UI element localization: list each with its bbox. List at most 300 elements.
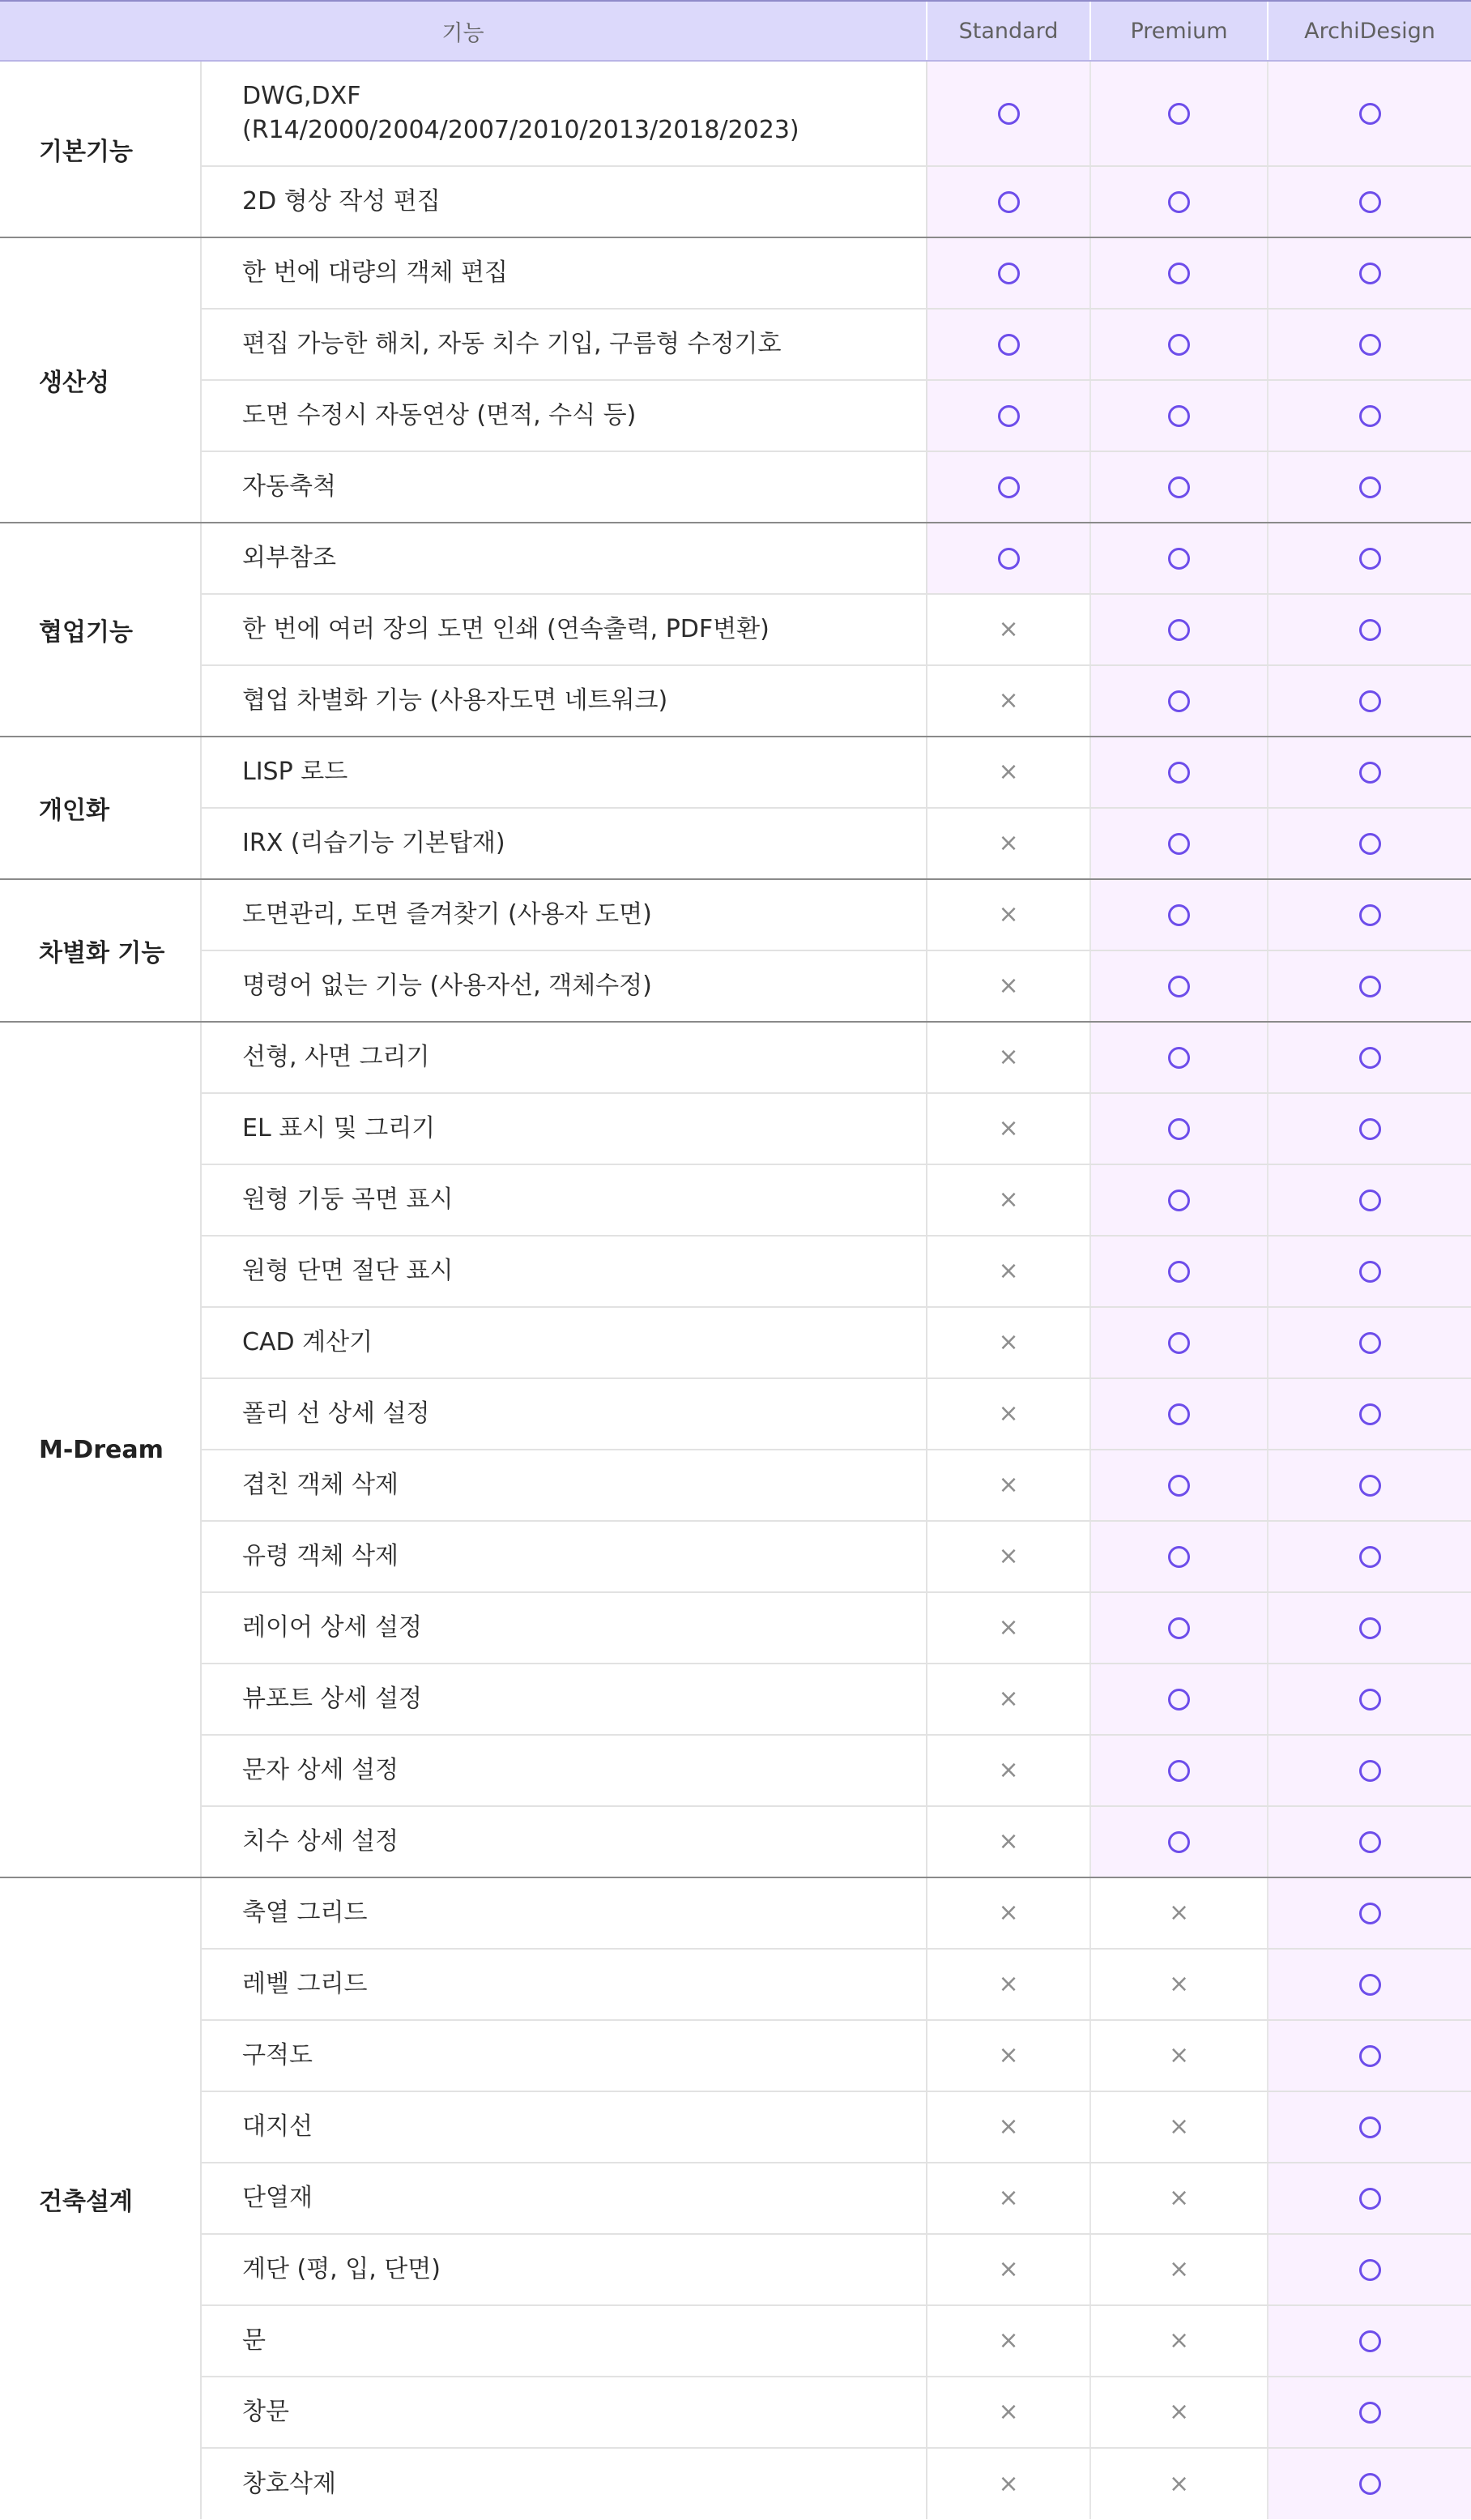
standard-support-cell bbox=[927, 808, 1090, 879]
archidesign-support-cell bbox=[1268, 1664, 1471, 1735]
cross-icon: × bbox=[1168, 1970, 1190, 1998]
premium-support-cell bbox=[1090, 309, 1268, 380]
feature-name bbox=[201, 879, 927, 950]
feature-name bbox=[201, 2020, 927, 2091]
archidesign-support-cell bbox=[1268, 1877, 1471, 1949]
table-row bbox=[0, 451, 1471, 523]
feature-name bbox=[201, 2091, 927, 2163]
feature-name bbox=[201, 1806, 927, 1877]
archidesign-support-cell bbox=[1268, 1949, 1471, 2020]
circle-icon bbox=[1168, 1118, 1190, 1140]
cross-icon: × bbox=[1168, 2184, 1190, 2212]
premium-support-cell bbox=[1090, 2305, 1268, 2377]
feature-name-line: 명령어 없는 기능 (사용자선, 객체수정) bbox=[242, 972, 652, 1000]
cross-icon: × bbox=[998, 686, 1019, 715]
feature-name-line: 협업 차별화 기능 (사용자도면 네트워크) bbox=[242, 686, 668, 715]
circle-icon bbox=[1359, 2330, 1381, 2352]
table-row bbox=[0, 1378, 1471, 1450]
circle-icon bbox=[1168, 833, 1190, 855]
cross-icon: × bbox=[998, 758, 1019, 786]
archidesign-support-cell bbox=[1268, 61, 1471, 166]
standard-support-cell bbox=[927, 1378, 1090, 1450]
category-label: 건축설계 bbox=[0, 1877, 201, 2519]
circle-icon bbox=[1359, 1118, 1381, 1140]
cross-icon: × bbox=[998, 829, 1019, 857]
circle-icon bbox=[1359, 548, 1381, 570]
cross-icon: × bbox=[1168, 2326, 1190, 2355]
feature-name bbox=[201, 1307, 927, 1378]
feature-name-line: 창호삭제 bbox=[242, 2469, 336, 2498]
circle-icon bbox=[1168, 476, 1190, 498]
circle-icon bbox=[1359, 1974, 1381, 1996]
table-row bbox=[0, 1877, 1471, 1949]
category-label: 개인화 bbox=[0, 737, 201, 879]
circle-icon bbox=[1168, 1332, 1190, 1354]
standard-support-cell bbox=[927, 665, 1090, 737]
standard-support-cell bbox=[927, 1949, 1090, 2020]
feature-name-line: 자동축척 bbox=[242, 472, 336, 501]
circle-icon bbox=[1168, 1760, 1190, 1782]
feature-name-line: 구적도 bbox=[242, 2041, 313, 2069]
standard-support-cell bbox=[927, 1307, 1090, 1378]
cross-icon: × bbox=[1168, 2041, 1190, 2069]
feature-name bbox=[201, 2448, 927, 2519]
circle-icon bbox=[1359, 191, 1381, 213]
circle-icon bbox=[1168, 1475, 1190, 1497]
feature-name bbox=[201, 1735, 927, 1806]
archidesign-support-cell bbox=[1268, 451, 1471, 523]
table-row bbox=[0, 950, 1471, 1022]
cross-icon: × bbox=[998, 972, 1019, 1000]
standard-support-cell bbox=[927, 950, 1090, 1022]
circle-icon bbox=[1359, 405, 1381, 427]
feature-name-line: 도면관리, 도면 즐겨찾기 (사용자 도면) bbox=[242, 900, 652, 929]
premium-support-cell bbox=[1090, 1236, 1268, 1307]
feature-name-line: 뷰포트 상세 설정 bbox=[242, 1685, 422, 1713]
feature-name bbox=[201, 1521, 927, 1592]
circle-icon bbox=[1359, 476, 1381, 498]
circle-icon bbox=[1168, 1689, 1190, 1711]
archidesign-support-cell bbox=[1268, 950, 1471, 1022]
feature-name bbox=[201, 594, 927, 665]
premium-support-cell bbox=[1090, 237, 1268, 309]
standard-support-cell bbox=[927, 1093, 1090, 1164]
premium-support-cell bbox=[1090, 166, 1268, 237]
archidesign-support-cell bbox=[1268, 1093, 1471, 1164]
archidesign-support-cell bbox=[1268, 380, 1471, 451]
feature-name bbox=[201, 1378, 927, 1450]
circle-icon bbox=[1359, 1261, 1381, 1283]
standard-support-cell bbox=[927, 879, 1090, 950]
premium-support-cell bbox=[1090, 1521, 1268, 1592]
premium-support-cell bbox=[1090, 451, 1268, 523]
standard-support-cell bbox=[927, 380, 1090, 451]
category-label: 차별화 기능 bbox=[0, 879, 201, 1022]
circle-icon bbox=[1168, 1617, 1190, 1639]
feature-name-line: DWG,DXF bbox=[242, 82, 361, 110]
table-row bbox=[0, 1521, 1471, 1592]
feature-name-line: 대지선 bbox=[242, 2112, 313, 2141]
feature-name bbox=[201, 1022, 927, 1093]
cross-icon: × bbox=[998, 2255, 1019, 2283]
cross-icon: × bbox=[1168, 2112, 1190, 2141]
feature-name-line: EL 표시 및 그리기 bbox=[242, 1114, 436, 1143]
archidesign-support-cell bbox=[1268, 523, 1471, 594]
circle-icon bbox=[1359, 1475, 1381, 1497]
premium-support-cell bbox=[1090, 665, 1268, 737]
circle-icon bbox=[1359, 762, 1381, 784]
standard-support-cell bbox=[927, 1236, 1090, 1307]
feature-name-line: 레이어 상세 설정 bbox=[242, 1613, 422, 1642]
cross-icon: × bbox=[998, 1114, 1019, 1143]
archidesign-support-cell bbox=[1268, 1735, 1471, 1806]
feature-name-line: 편집 가능한 해치, 자동 치수 기입, 구름형 수정기호 bbox=[242, 330, 782, 358]
premium-support-cell bbox=[1090, 1735, 1268, 1806]
cross-icon: × bbox=[998, 1257, 1019, 1285]
feature-name bbox=[201, 737, 927, 808]
cross-icon: × bbox=[998, 2112, 1019, 2141]
archidesign-support-cell bbox=[1268, 1164, 1471, 1236]
premium-support-cell bbox=[1090, 808, 1268, 879]
circle-icon bbox=[1359, 904, 1381, 926]
table-row bbox=[0, 1735, 1471, 1806]
standard-support-cell bbox=[927, 309, 1090, 380]
cross-icon: × bbox=[998, 2326, 1019, 2355]
circle-icon bbox=[1359, 1903, 1381, 1924]
category-label: 기본기능 bbox=[0, 61, 201, 237]
cross-icon: × bbox=[998, 900, 1019, 929]
circle-icon bbox=[1359, 1689, 1381, 1711]
premium-support-cell bbox=[1090, 2091, 1268, 2163]
feature-name bbox=[201, 2234, 927, 2305]
table-header bbox=[0, 1, 1471, 61]
feature-name bbox=[201, 2305, 927, 2377]
archidesign-support-cell bbox=[1268, 808, 1471, 879]
premium-support-cell bbox=[1090, 594, 1268, 665]
feature-name bbox=[201, 2377, 927, 2448]
cross-icon: × bbox=[1168, 1899, 1190, 1927]
standard-support-cell bbox=[927, 237, 1090, 309]
circle-icon bbox=[998, 476, 1020, 498]
premium-support-cell bbox=[1090, 1378, 1268, 1450]
cross-icon: × bbox=[1168, 2255, 1190, 2283]
table-row bbox=[0, 1236, 1471, 1307]
standard-support-cell bbox=[927, 2020, 1090, 2091]
table-row bbox=[0, 309, 1471, 380]
feature-name-line: 폴리 선 상세 설정 bbox=[242, 1399, 430, 1428]
feature-name-line: 계단 (평, 입, 단면) bbox=[242, 2255, 441, 2283]
feature-name-line: 외부참조 bbox=[242, 544, 336, 572]
table-row bbox=[0, 2234, 1471, 2305]
standard-support-cell bbox=[927, 2448, 1090, 2519]
feature-name-line: 유령 객체 삭제 bbox=[242, 1542, 399, 1570]
premium-support-cell bbox=[1090, 1307, 1268, 1378]
circle-icon bbox=[1359, 2188, 1381, 2210]
feature-name-line: IRX (리습기능 기본탑재) bbox=[242, 829, 505, 857]
archidesign-support-cell bbox=[1268, 665, 1471, 737]
archidesign-support-cell bbox=[1268, 2163, 1471, 2234]
circle-icon bbox=[1168, 1403, 1190, 1425]
circle-icon bbox=[1359, 1190, 1381, 1211]
standard-support-cell bbox=[927, 594, 1090, 665]
archidesign-support-cell bbox=[1268, 1307, 1471, 1378]
feature-name bbox=[201, 237, 927, 309]
feature-name bbox=[201, 1664, 927, 1735]
feature-name bbox=[201, 950, 927, 1022]
feature-name bbox=[201, 808, 927, 879]
feature-name-line: 도면 수정시 자동연상 (면적, 수식 등) bbox=[242, 401, 637, 429]
cross-icon: × bbox=[998, 615, 1019, 643]
archidesign-support-cell bbox=[1268, 309, 1471, 380]
premium-support-cell bbox=[1090, 2020, 1268, 2091]
table-row bbox=[0, 1093, 1471, 1164]
premium-support-cell bbox=[1090, 1877, 1268, 1949]
premium-support-cell bbox=[1090, 523, 1268, 594]
premium-support-cell bbox=[1090, 1093, 1268, 1164]
standard-support-cell bbox=[927, 1592, 1090, 1664]
category-label: M-Dream bbox=[0, 1022, 201, 1877]
feature-name bbox=[201, 1093, 927, 1164]
feature-name-line: 축열 그리드 bbox=[242, 1899, 368, 1927]
circle-icon bbox=[1359, 1831, 1381, 1853]
standard-support-cell bbox=[927, 1877, 1090, 1949]
standard-support-cell bbox=[927, 1164, 1090, 1236]
feature-name bbox=[201, 451, 927, 523]
archidesign-support-cell bbox=[1268, 2234, 1471, 2305]
circle-icon bbox=[998, 263, 1020, 284]
circle-icon bbox=[1359, 2473, 1381, 2495]
cross-icon: × bbox=[998, 2469, 1019, 2498]
standard-support-cell bbox=[927, 1450, 1090, 1521]
table-row bbox=[0, 2305, 1471, 2377]
standard-support-cell bbox=[927, 2234, 1090, 2305]
feature-name bbox=[201, 1164, 927, 1236]
table-body bbox=[0, 61, 1471, 2519]
cross-icon: × bbox=[998, 1328, 1019, 1356]
circle-icon bbox=[1168, 690, 1190, 712]
cross-icon: × bbox=[998, 2184, 1019, 2212]
standard-support-cell bbox=[927, 1521, 1090, 1592]
cross-icon: × bbox=[998, 1899, 1019, 1927]
table-row bbox=[0, 1592, 1471, 1664]
feature-name-line: 2D 형상 작성 편집 bbox=[242, 187, 441, 216]
circle-icon bbox=[1168, 405, 1190, 427]
table-row bbox=[0, 1307, 1471, 1378]
circle-icon bbox=[1359, 976, 1381, 997]
feature-name-line: CAD 계산기 bbox=[242, 1328, 373, 1356]
feature-name bbox=[201, 1450, 927, 1521]
circle-icon bbox=[1168, 334, 1190, 356]
feature-name bbox=[201, 166, 927, 237]
cross-icon: × bbox=[998, 1043, 1019, 1071]
table-row bbox=[0, 380, 1471, 451]
feature-name-line: (R14/2000/2004/2007/2010/2013/2018/2023) bbox=[242, 116, 799, 144]
premium-support-cell bbox=[1090, 1806, 1268, 1877]
premium-support-cell bbox=[1090, 2377, 1268, 2448]
cross-icon: × bbox=[998, 2398, 1019, 2426]
standard-support-cell bbox=[927, 2163, 1090, 2234]
feature-name bbox=[201, 665, 927, 737]
premium-support-cell bbox=[1090, 1592, 1268, 1664]
table-row bbox=[0, 1664, 1471, 1735]
cross-icon: × bbox=[1168, 2398, 1190, 2426]
circle-icon bbox=[998, 548, 1020, 570]
header-row bbox=[0, 1, 1471, 61]
circle-icon bbox=[998, 405, 1020, 427]
circle-icon bbox=[1168, 1047, 1190, 1069]
circle-icon bbox=[1168, 548, 1190, 570]
circle-icon bbox=[1359, 2116, 1381, 2138]
circle-icon bbox=[1168, 1261, 1190, 1283]
table-row bbox=[0, 61, 1471, 166]
cross-icon: × bbox=[998, 1185, 1019, 1214]
table-row bbox=[0, 1164, 1471, 1236]
feature-name bbox=[201, 61, 927, 166]
table-row bbox=[0, 594, 1471, 665]
standard-support-cell bbox=[927, 2377, 1090, 2448]
feature-name bbox=[201, 1236, 927, 1307]
archidesign-support-cell bbox=[1268, 2377, 1471, 2448]
circle-icon bbox=[1359, 1760, 1381, 1782]
circle-icon bbox=[1168, 191, 1190, 213]
feature-name-line: 치수 상세 설정 bbox=[242, 1827, 399, 1856]
table-row bbox=[0, 166, 1471, 237]
cross-icon: × bbox=[998, 1685, 1019, 1713]
premium-support-cell bbox=[1090, 2448, 1268, 2519]
standard-support-cell bbox=[927, 2091, 1090, 2163]
cross-icon: × bbox=[998, 1970, 1019, 1998]
header-premium: Premium bbox=[1090, 1, 1268, 61]
feature-name bbox=[201, 309, 927, 380]
circle-icon bbox=[998, 334, 1020, 356]
circle-icon bbox=[1359, 619, 1381, 641]
circle-icon bbox=[1168, 904, 1190, 926]
premium-support-cell bbox=[1090, 950, 1268, 1022]
circle-icon bbox=[1359, 1617, 1381, 1639]
premium-support-cell bbox=[1090, 2234, 1268, 2305]
archidesign-support-cell bbox=[1268, 1022, 1471, 1093]
standard-support-cell bbox=[927, 1022, 1090, 1093]
feature-name-line: 문자 상세 설정 bbox=[242, 1756, 399, 1784]
archidesign-support-cell bbox=[1268, 1236, 1471, 1307]
circle-icon bbox=[1359, 2259, 1381, 2281]
circle-icon bbox=[1168, 976, 1190, 997]
feature-name-line: 겹친 객체 삭제 bbox=[242, 1471, 399, 1499]
archidesign-support-cell bbox=[1268, 237, 1471, 309]
circle-icon bbox=[1168, 263, 1190, 284]
circle-icon bbox=[1168, 1831, 1190, 1853]
circle-icon bbox=[1168, 1190, 1190, 1211]
cross-icon: × bbox=[998, 1827, 1019, 1856]
archidesign-support-cell bbox=[1268, 879, 1471, 950]
table-row bbox=[0, 237, 1471, 309]
cross-icon: × bbox=[998, 1613, 1019, 1642]
premium-support-cell bbox=[1090, 2163, 1268, 2234]
circle-icon bbox=[1359, 334, 1381, 356]
feature-name-line: LISP 로드 bbox=[242, 758, 348, 786]
archidesign-support-cell bbox=[1268, 1806, 1471, 1877]
feature-name-line: 창문 bbox=[242, 2398, 289, 2426]
feature-name bbox=[201, 523, 927, 594]
circle-icon bbox=[1359, 103, 1381, 125]
category-label: 협업기능 bbox=[0, 523, 201, 737]
table-row bbox=[0, 1022, 1471, 1093]
cross-icon: × bbox=[1168, 2469, 1190, 2498]
standard-support-cell bbox=[927, 166, 1090, 237]
table-row bbox=[0, 2091, 1471, 2163]
circle-icon bbox=[1359, 1403, 1381, 1425]
circle-icon bbox=[1168, 619, 1190, 641]
feature-name bbox=[201, 1949, 927, 2020]
table-row bbox=[0, 523, 1471, 594]
standard-support-cell bbox=[927, 1806, 1090, 1877]
standard-support-cell bbox=[927, 1735, 1090, 1806]
premium-support-cell bbox=[1090, 380, 1268, 451]
circle-icon bbox=[1359, 1047, 1381, 1069]
premium-support-cell bbox=[1090, 1164, 1268, 1236]
header-standard: Standard bbox=[927, 1, 1090, 61]
archidesign-support-cell bbox=[1268, 166, 1471, 237]
archidesign-support-cell bbox=[1268, 2448, 1471, 2519]
circle-icon bbox=[1359, 833, 1381, 855]
premium-support-cell bbox=[1090, 1450, 1268, 1521]
table-row bbox=[0, 879, 1471, 950]
premium-support-cell bbox=[1090, 737, 1268, 808]
premium-support-cell bbox=[1090, 1664, 1268, 1735]
feature-name bbox=[201, 1592, 927, 1664]
standard-support-cell bbox=[927, 523, 1090, 594]
premium-support-cell bbox=[1090, 61, 1268, 166]
table-row bbox=[0, 2163, 1471, 2234]
archidesign-support-cell bbox=[1268, 1450, 1471, 1521]
standard-support-cell bbox=[927, 451, 1090, 523]
table-row bbox=[0, 808, 1471, 879]
table-row bbox=[0, 2448, 1471, 2519]
circle-icon bbox=[1168, 762, 1190, 784]
category-label: 생산성 bbox=[0, 237, 201, 523]
feature-name-line: 선형, 사면 그리기 bbox=[242, 1043, 430, 1071]
feature-name-line: 단열재 bbox=[242, 2184, 313, 2212]
feature-name-line: 원형 단면 절단 표시 bbox=[242, 1257, 454, 1285]
cross-icon: × bbox=[998, 1542, 1019, 1570]
premium-support-cell bbox=[1090, 1022, 1268, 1093]
circle-icon bbox=[998, 103, 1020, 125]
table-row bbox=[0, 2377, 1471, 2448]
feature-name-line: 문 bbox=[242, 2326, 266, 2355]
circle-icon bbox=[1168, 103, 1190, 125]
feature-name bbox=[201, 380, 927, 451]
feature-name bbox=[201, 2163, 927, 2234]
cross-icon: × bbox=[998, 2041, 1019, 2069]
feature-name bbox=[201, 1877, 927, 1949]
cross-icon: × bbox=[998, 1399, 1019, 1428]
table-row bbox=[0, 665, 1471, 737]
cross-icon: × bbox=[998, 1471, 1019, 1499]
archidesign-support-cell bbox=[1268, 1378, 1471, 1450]
feature-name-line: 한 번에 대량의 객체 편집 bbox=[242, 258, 508, 287]
header-archidesign: ArchiDesign bbox=[1268, 1, 1471, 61]
circle-icon bbox=[1359, 2045, 1381, 2067]
circle-icon bbox=[1359, 2402, 1381, 2424]
standard-support-cell bbox=[927, 2305, 1090, 2377]
circle-icon bbox=[1168, 1546, 1190, 1568]
archidesign-support-cell bbox=[1268, 2305, 1471, 2377]
standard-support-cell bbox=[927, 1664, 1090, 1735]
archidesign-support-cell bbox=[1268, 2091, 1471, 2163]
archidesign-support-cell bbox=[1268, 737, 1471, 808]
archidesign-support-cell bbox=[1268, 1592, 1471, 1664]
circle-icon bbox=[1359, 1332, 1381, 1354]
